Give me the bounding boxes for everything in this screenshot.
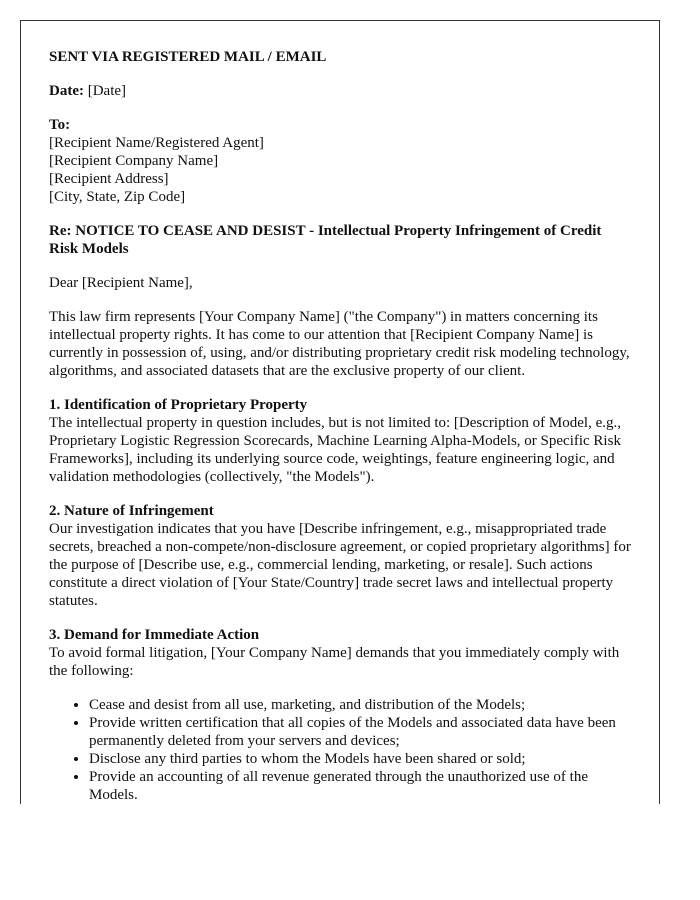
letter-page <box>20 20 660 804</box>
section-heading: 3. Demand for Immediate Action <box>49 627 260 643</box>
demand-list <box>49 696 631 804</box>
recipient-block: To: [Recipient Name/Registered Agent] [Recipient Company Name] [Recipient Address] [City, State, Zip Code] <box>49 116 631 206</box>
date-value: [Date] <box>87 83 127 99</box>
delivery-header: SENT VIA REGISTERED MAIL / EMAIL <box>49 49 327 65</box>
recipient-line: [City, State, Zip Code] <box>49 189 186 205</box>
section-body: To avoid formal litigation, [Your Company Name] demands that you immediately comply with the following: <box>49 645 620 679</box>
section-identification <box>49 396 631 486</box>
list-item: • Provide an accounting of all revenue generated through the unauthorized use of the Models. <box>89 768 631 804</box>
intro-paragraph: This law firm represents [Your Company Name] ("the Company") in matters concerning its intellectual property rights. It has come to our attention that [Recipient Company Name] is currently in possession of, using, and/or distributing proprietary credit risk modeling technology, algorithms, and associated datasets that are the exclusive property of our client. <box>49 309 630 379</box>
list-item: • Cease and desist from all use, marketing, and distribution of the Models; <box>89 696 631 714</box>
list-item: • Provide written certification that all copies of the Models and associated data have been permanently deleted from your servers and devices; <box>89 714 631 750</box>
date-line: Date: [Date] <box>49 83 127 99</box>
section-demand <box>49 626 631 680</box>
section-heading: 1. Identification of Proprietary Property <box>49 397 308 413</box>
section-body: Our investigation indicates that you have [Describe infringement, e.g., misappropriated trade secrets, breached a non-compete/non-disclosure agreement, or copied proprietary algorithms] for the purpose of [Describe use, e.g., commercial lending, marketing, or resale]. Such actions constitute a direct violation of [Your State/Country] trade secret laws and intellectual property statutes. <box>49 521 631 609</box>
recipient-line: [Recipient Name/Registered Agent] <box>49 135 264 151</box>
list-item: • Disclose any third parties to whom the Models have been shared or sold; <box>89 750 631 768</box>
subject-line: Re: NOTICE TO CEASE AND DESIST - Intellectual Property Infringement of Credit Risk Models <box>49 223 602 257</box>
section-body: The intellectual property in question includes, but is not limited to: [Description of Model, e.g., Proprietary Logistic Regression Scorecards, Machine Learning Alpha-Models, or Specific Risk Frameworks], including its underlying source code, weightings, feature engineering logic, and validation methodologies (collectively, "the Models"). <box>49 415 621 485</box>
recipient-line: [Recipient Company Name] <box>49 153 219 169</box>
section-heading: 2. Nature of Infringement <box>49 503 214 519</box>
salutation: Dear [Recipient Name], <box>49 275 193 291</box>
recipient-line: [Recipient Address] <box>49 171 169 187</box>
section-infringement <box>49 502 631 610</box>
